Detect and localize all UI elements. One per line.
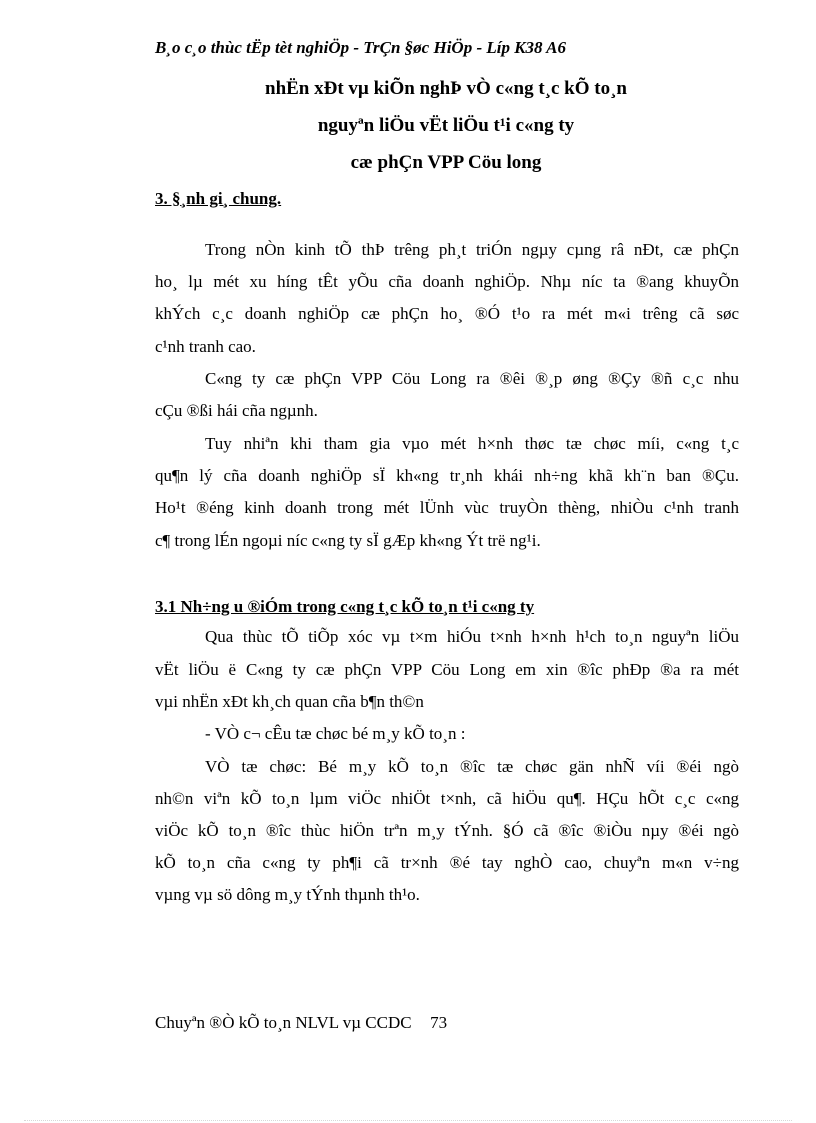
document-title-line-2: nguyªn liÖu vËt liÖu t¹i c«ng ty xyxy=(317,115,575,136)
paragraph-line: kÕ to¸n cña c«ng ty ph¶i cã tr×nh ®é tay nghÒ cao, chuyªn m«n v÷ng xyxy=(155,853,739,872)
paragraph-line: Tuy nhiªn khi tham gia vµo mét h×nh thøc tæ chøc míi, c«ng t¸c xyxy=(205,434,739,453)
paragraph-line: - VÒ c¬ cÊu tæ chøc bé m¸y kÕ to¸n : xyxy=(205,724,466,743)
section-heading-general: 3. §¸nh gi¸ chung. xyxy=(155,189,282,208)
page-footer xyxy=(155,1013,447,1033)
section-heading-advantages: 3.1 Nh÷ng u ®iÓm trong c«ng t¸c kÕ to¸n t¹i c«ng ty xyxy=(155,597,535,616)
paragraph-line: Qua thùc tÕ tiÕp xóc vµ t×m hiÓu t×nh h×nh h¹ch to¸n nguyªn liÖu xyxy=(205,627,739,646)
paragraph-line: qu¶n lý cña doanh nghiÖp sÏ kh«ng tr¸nh khái nh÷ng khã kh¨n ban ®Çu. xyxy=(155,466,739,485)
document-title-line-3: cæ phÇn VPP Cöu long xyxy=(350,152,542,173)
paragraph-line: c¹nh tranh cao. xyxy=(155,337,256,356)
page-number: 73 xyxy=(430,1013,448,1032)
paragraph-line: VÒ tæ chøc: Bé m¸y kÕ to¸n ®îc tæ chøc gän nhÑ víi ®éi ngò xyxy=(205,757,739,776)
paragraph-line: viÖc kÕ to¸n ®îc thùc hiÖn trªn m¸y tÝnh. §Ó cã ®îc ®iÒu nµy ®éi ngò xyxy=(155,821,739,840)
footer-text: Chuyªn ®Ò kÕ to¸n NLVL vµ CCDC xyxy=(155,1013,412,1032)
paragraph-line: vµi nhËn xÐt kh¸ch quan cña b¶n th©n xyxy=(155,692,424,711)
running-header: B¸o c¸o thùc tËp tèt nghiÖp - TrÇn §øc HiÖp - Líp K38 A6 xyxy=(155,38,567,57)
paragraph-line: c¶ trong lÉn ngoµi níc c«ng ty sÏ gÆp kh«ng Ýt trë ng¹i. xyxy=(155,531,541,550)
paragraph-line: vµng vµ sö dông m¸y tÝnh thµnh th¹o. xyxy=(155,885,420,904)
paragraph-line: C«ng ty cæ phÇn VPP Cöu Long ra ®êi ®¸p øng ®Çy ®ñ c¸c nhu xyxy=(205,369,739,388)
document-title-line-1: nhËn xÐt vµ kiÕn nghÞ vÒ c«ng t¸c kÕ to¸n xyxy=(265,78,627,99)
paragraph-line: cÇu ®ßi hái cña ngµnh. xyxy=(155,401,318,420)
paragraph-line: Ho¹t ®éng kinh doanh trong mét lÜnh vùc truyÒn thèng, nhiÒu c¹nh tranh xyxy=(155,498,739,517)
paragraph-line: khÝch c¸c doanh nghiÖp cæ phÇn ho¸ ®Ó t¹o ra mét m«i trêng cã søc xyxy=(155,304,739,323)
paragraph-line: Trong nÒn kinh tÕ thÞ trêng ph¸t triÓn ngµy cµng râ nÐt, cæ phÇn xyxy=(205,240,739,259)
page-bottom-divider xyxy=(24,1120,792,1121)
paragraph-line: ho¸ lµ mét xu híng tÊt yÕu cña doanh nghiÖp. Nhµ níc ta ®ang khuyÕn xyxy=(155,272,739,291)
paragraph-line: nh©n viªn kÕ to¸n lµm viÖc nhiÖt t×nh, cã hiÖu qu¶. HÇu hÕt c¸c c«ng xyxy=(155,789,739,808)
paragraph-line: vËt liÖu ë C«ng ty cæ phÇn VPP Cöu Long em xin ®îc phÐp ®a ra mét xyxy=(155,660,739,679)
